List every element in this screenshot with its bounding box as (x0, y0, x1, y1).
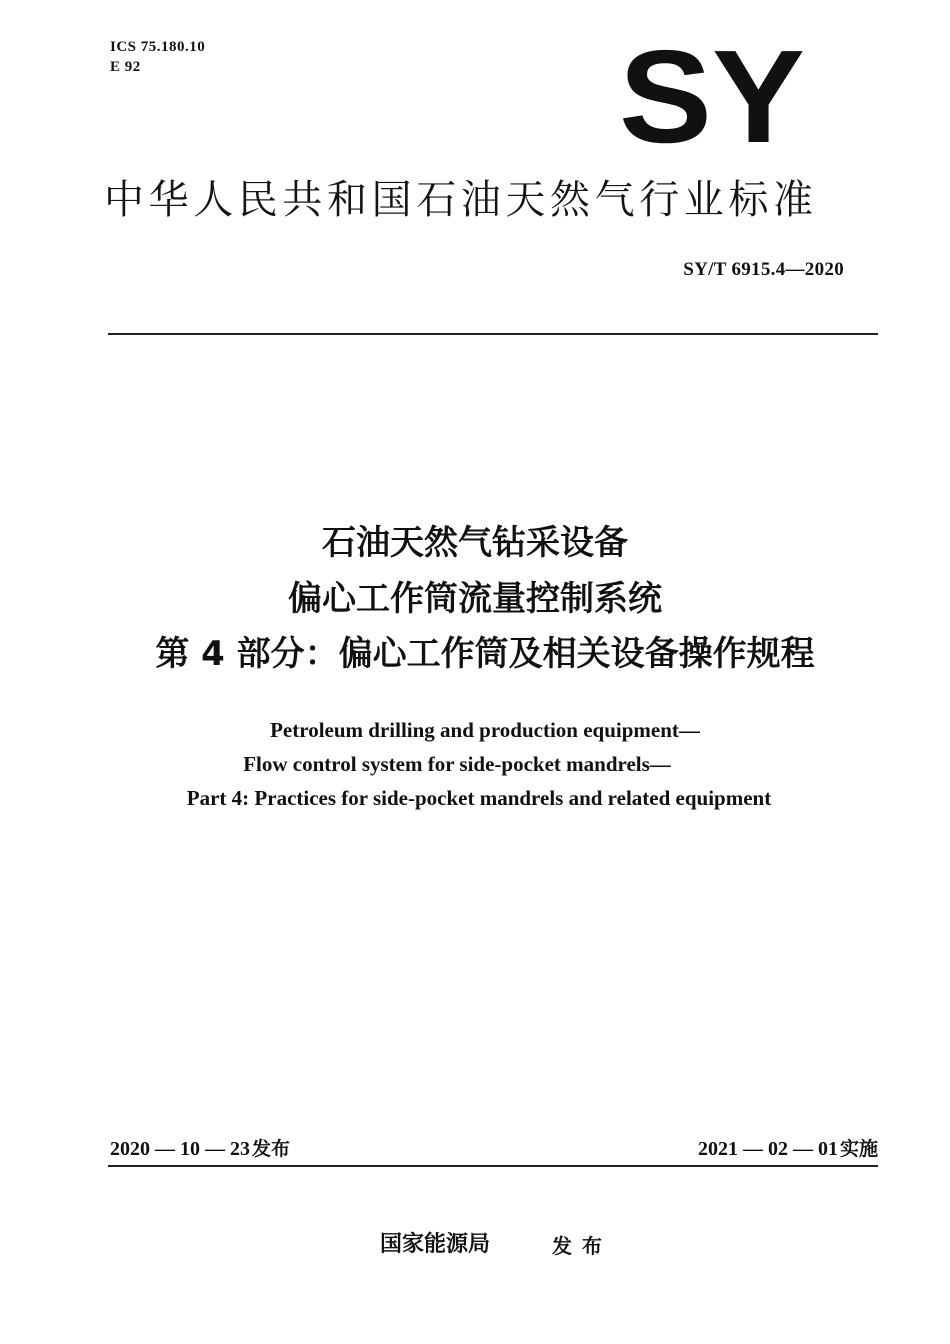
classification-code: E 92 (110, 59, 141, 75)
implement-label: 实施 (839, 1138, 878, 1160)
title-cn-line-1: 石油天然气钻采设备 (322, 523, 628, 563)
title-en-line-2: Flow control system for side-pocket mandrels— (243, 752, 671, 776)
ics-code: ICS 75.180.10 (110, 39, 206, 55)
implement-date: 2021 — 02 — 01 (697, 1138, 838, 1160)
title-cn-line-2: 偏心工作筒流量控制系统 (288, 579, 662, 619)
title-en-line-1: Petroleum drilling and production equipment— (270, 718, 700, 742)
title-en-line-3: Part 4: Practices for side-pocket mandrels and related equipment (186, 786, 772, 810)
issue-date-block (110, 1134, 290, 1163)
header-divider (108, 333, 878, 335)
logo-text: SY (619, 34, 805, 154)
standard-number: SY/T 6915.4—2020 (683, 259, 844, 280)
sy-logo (612, 34, 812, 154)
issue-label: 发布 (252, 1138, 291, 1160)
publisher-name: 国家能源局 (380, 1232, 491, 1257)
issue-date: 2020 — 10 — 23 (110, 1138, 250, 1160)
publisher-action: 发布 (552, 1234, 612, 1258)
footer-divider (108, 1165, 878, 1167)
title-cn-line-3: 第 4 部分：偏心工作筒及相关设备操作规程 (155, 634, 815, 674)
implement-date-block (698, 1134, 878, 1163)
agency-title: 中华人民共和国石油天然气行业标准 (104, 177, 818, 223)
